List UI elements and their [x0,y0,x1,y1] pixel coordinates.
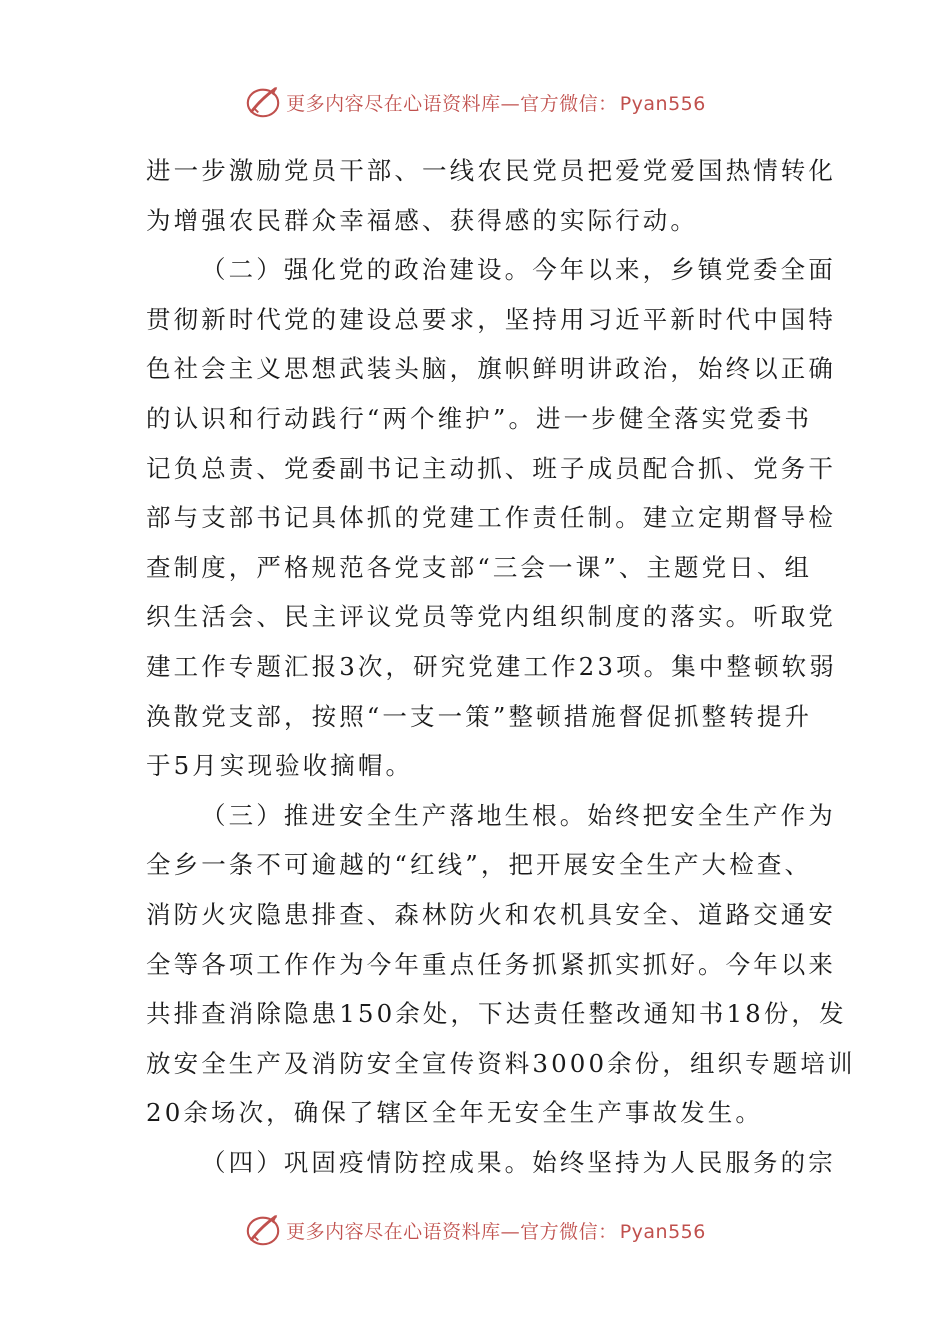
text-line: 的认识和行动践行“两个维护”。进一步健全落实党委书 [146,403,813,433]
text-line: 查制度，严格规范各党支部“三会一课”、主题党日、组 [146,552,813,582]
text-line: 共排查消除隐患150余处，下达责任整改通知书18份，发 [146,999,847,1029]
header-banner-text [286,89,706,116]
header-wechat-label: 官方微信： [520,92,618,115]
footer-banner-text [286,1217,706,1244]
text-line: 织生活会、民主评议党员等党内组织制度的落实。听取党 [146,602,836,632]
footer-wechat-id: Pyan556 [619,1220,706,1243]
paragraph-3 [146,791,856,1138]
footer-banner [0,1210,950,1250]
pen-nib-logo-icon [244,83,282,121]
text-line: 贯彻新时代党的建设总要求，坚持用习近平新时代中国特 [146,304,836,334]
text-line: 全等各项工作作为今年重点任务抓紧抓实抓好。今年以来 [146,949,836,979]
paragraph-4 [146,1138,836,1188]
header-banner [0,82,950,122]
text-line: （四）巩固疫情防控成果。始终坚持为人民服务的宗 [201,1147,836,1177]
text-line: 建工作专题汇报3次，研究党建工作23项。集中整顿软弱 [146,651,837,681]
footer-site-text: 更多内容尽在心语资料库 [286,1220,501,1243]
text-line: 消防火灾隐患排查、森林防火和农机具安全、道路交通安 [146,899,836,929]
header-dash: — [500,92,521,115]
text-line: 全乡一条不可逾越的“红线”，把开展安全生产大检查、 [146,850,813,880]
document-body [146,146,856,1187]
header-wechat-id: Pyan556 [619,92,706,115]
paragraph-2 [146,245,837,791]
footer-wechat-label: 官方微信： [520,1220,618,1243]
header-site-text: 更多内容尽在心语资料库 [286,92,501,115]
text-line: 涣散党支部，按照“一支一策”整顿措施督促抓整转提升 [146,701,813,731]
text-line: 记负总责、党委副书记主动抓、班子成员配合抓、党务干 [146,453,836,483]
text-line: （二）强化党的政治建设。今年以来，乡镇党委全面 [201,255,836,285]
text-line: 进一步激励党员干部、一线农民党员把爱党爱国热情转化 [146,156,836,185]
footer-dash: — [500,1220,521,1243]
text-line: 为增强农民群众幸福感、获得感的实际行动。 [146,205,698,235]
text-line: 20余场次，确保了辖区全年无安全生产事故发生。 [146,1098,763,1128]
pen-nib-logo-icon [244,1211,282,1249]
text-line: 色社会主义思想武装头脑，旗帜鲜明讲政治，始终以正确 [146,354,836,384]
text-line: 于5月实现验收摘帽。 [146,751,414,781]
paragraph-1 [146,146,836,245]
text-line: 放安全生产及消防安全宣传资料3000余份，组织专题培训 [146,1048,856,1078]
text-line: 部与支部书记具体抓的党建工作责任制。建立定期督导检 [146,503,836,533]
text-line: （三）推进安全生产落地生根。始终把安全生产作为 [201,800,836,830]
